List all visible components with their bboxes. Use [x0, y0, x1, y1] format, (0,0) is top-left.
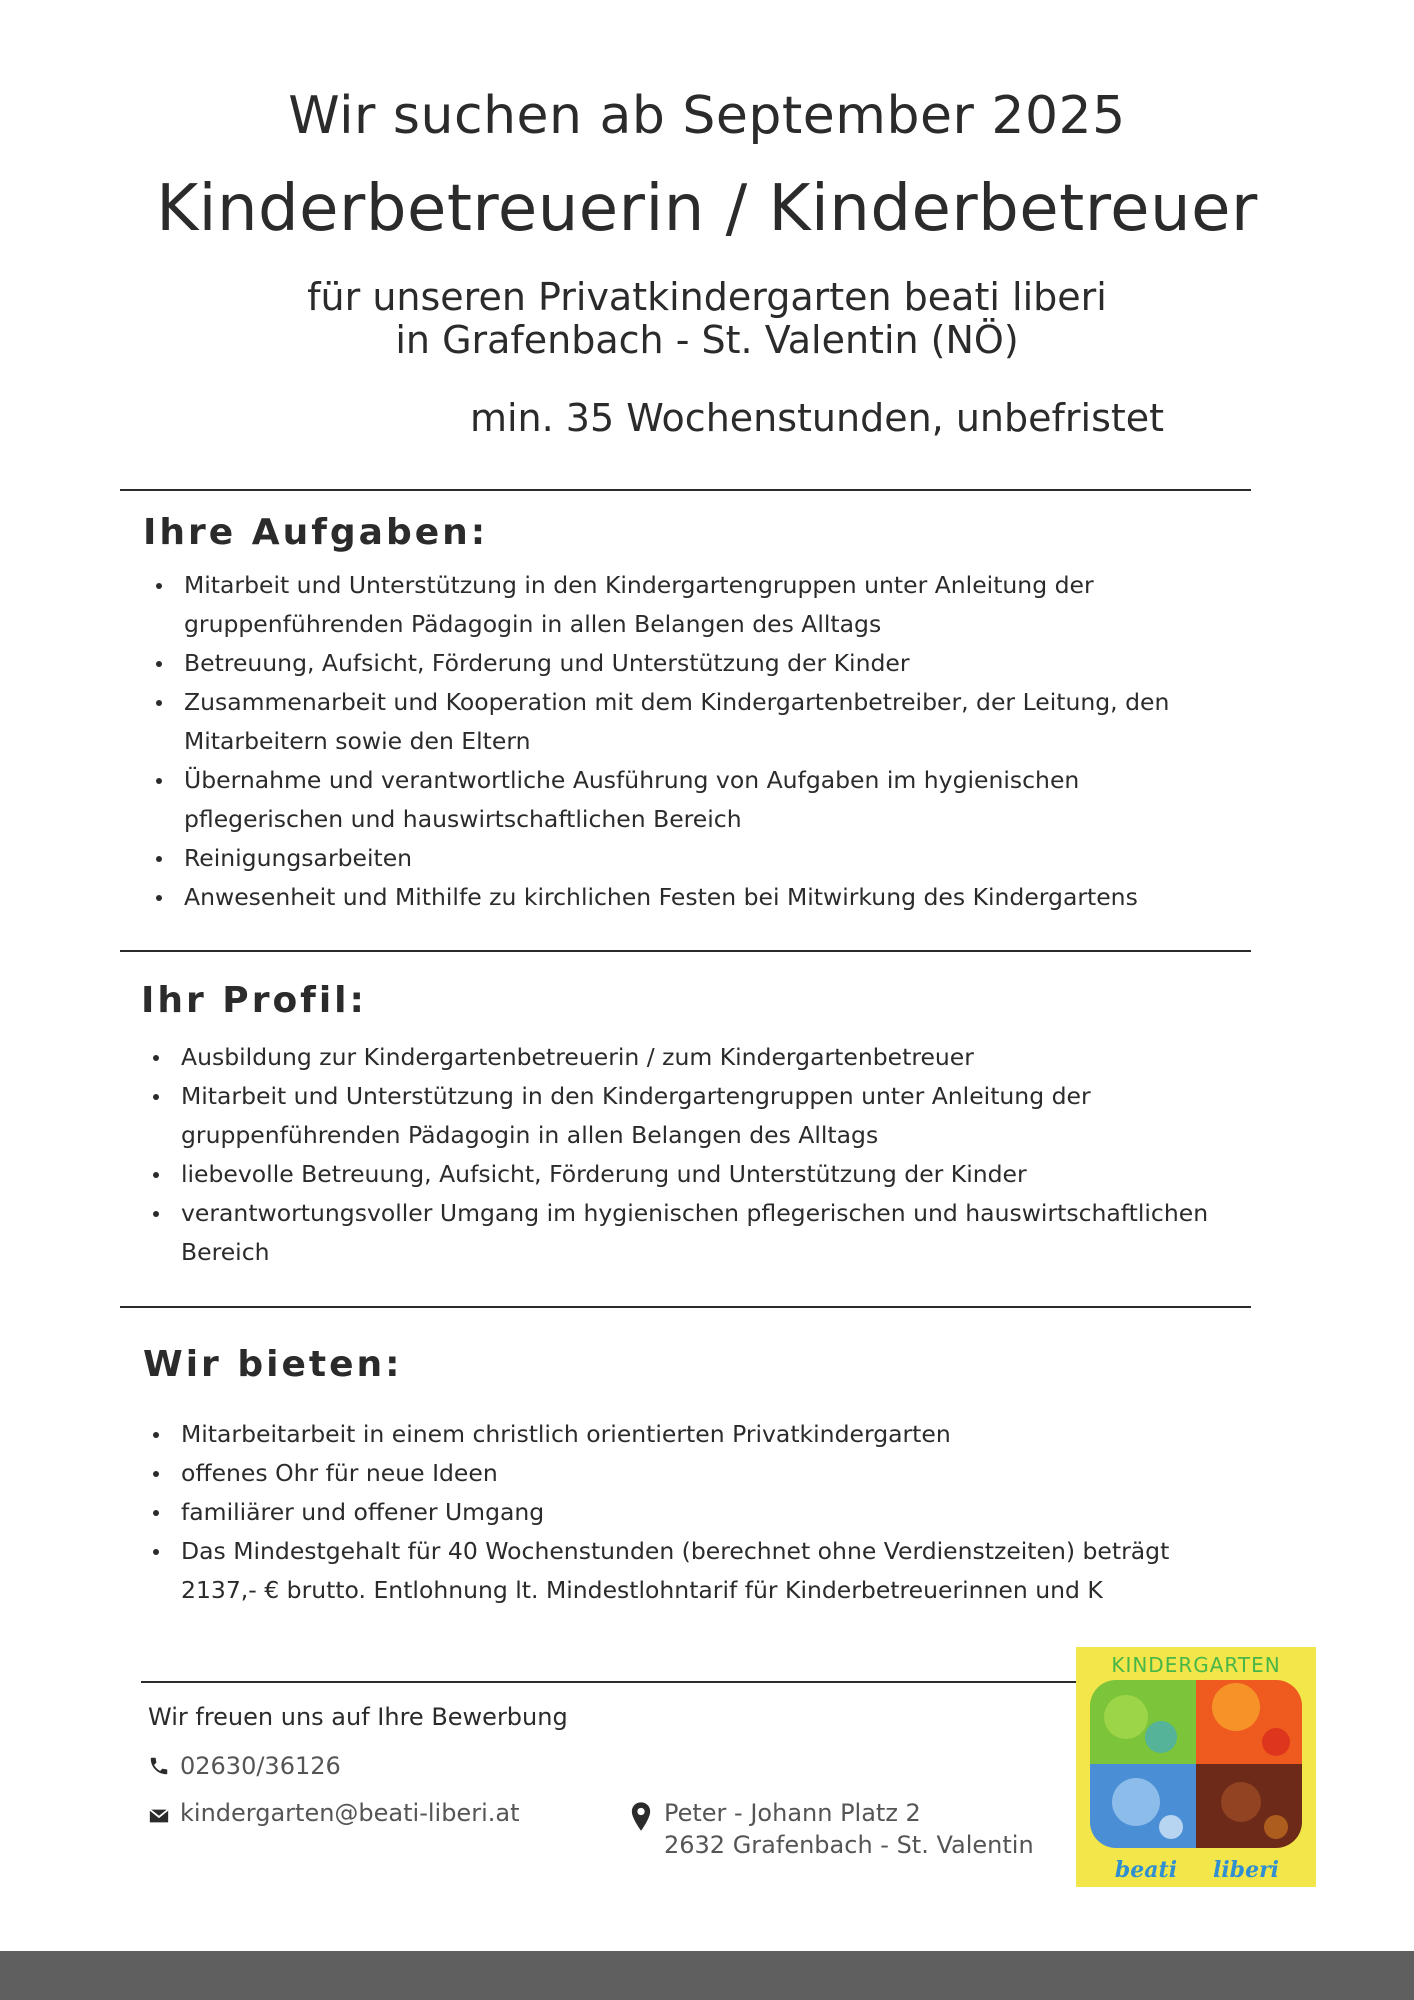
- list-item: familiärer und offener Umgang: [141, 1493, 1251, 1532]
- footer-bar: [0, 1951, 1414, 2000]
- divider: [120, 1306, 1251, 1308]
- list-item: liebevolle Betreuung, Aufsicht, Förderung und Unterstützung der Kinder: [141, 1155, 1281, 1194]
- address-line1: Peter - Johann Platz 2: [664, 1799, 921, 1827]
- list-item: Betreuung, Aufsicht, Förderung und Unterstützung der Kinder: [144, 644, 1224, 683]
- phone-number[interactable]: 02630/36126: [180, 1752, 341, 1780]
- contact-address: [630, 1797, 1034, 1861]
- list-item: Zusammenarbeit und Kooperation mit dem Kindergartenbetreiber, der Leitung, den Mitarbeitern sowie den Eltern: [144, 683, 1224, 761]
- mail-icon: [148, 1805, 170, 1827]
- profile-title: Ihr Profil:: [141, 980, 367, 1021]
- header-hours: min. 35 Wochenstunden, unbefristet: [469, 396, 1165, 440]
- list-item: verantwortungsvoller Umgang im hygienischen pflegerischen und hauswirtschaftlichen Bereich: [141, 1194, 1281, 1272]
- offer-title: Wir bieten:: [143, 1344, 403, 1385]
- header-place-line2: in Grafenbach - St. Valentin (NÖ): [395, 318, 1019, 362]
- address-line2: 2632 Grafenbach - St. Valentin: [664, 1831, 1034, 1859]
- divider: [120, 489, 1251, 491]
- list-item: Mitarbeit und Unterstützung in den Kindergartengruppen unter Anleitung der gruppenführenden Pädagogin in allen Belangen des Alltags: [144, 566, 1224, 644]
- page-title: Kinderbetreuerin / Kinderbetreuer: [156, 172, 1258, 246]
- list-item: Mitarbeit und Unterstützung in den Kindergartengruppen unter Anleitung der gruppenführenden Pädagogin in allen Belangen des Alltags: [141, 1077, 1281, 1155]
- kindergarten-logo: [1076, 1647, 1316, 1887]
- list-item: Anwesenheit und Mithilfe zu kirchlichen Festen bei Mitwirkung des Kindergartens: [144, 878, 1224, 917]
- contact-greeting: Wir freuen uns auf Ihre Bewerbung: [148, 1703, 568, 1731]
- list-item: Übernahme und verantwortliche Ausführung von Aufgaben im hygienischen pflegerischen und hauswirtschaftlichen Bereich: [144, 761, 1224, 839]
- contact-phone[interactable]: [148, 1752, 341, 1780]
- logo-bottom-right: liberi: [1212, 1857, 1280, 1883]
- header-subtitle: Wir suchen ab September 2025: [288, 86, 1126, 146]
- phone-icon: [148, 1755, 170, 1777]
- logo-bottom-left: beati: [1114, 1857, 1178, 1883]
- list-item: offenes Ohr für neue Ideen: [141, 1454, 1251, 1493]
- map-pin-icon: [630, 1801, 652, 1833]
- profile-list: [141, 1038, 1281, 1272]
- list-item: Ausbildung zur Kindergartenbetreuerin / zum Kindergartenbetreuer: [141, 1038, 1281, 1077]
- logo-painting: [1090, 1680, 1302, 1848]
- offer-list: [141, 1415, 1251, 1610]
- header-place-line1: für unseren Privatkindergarten beati liberi: [307, 275, 1107, 319]
- list-item: Das Mindestgehalt für 40 Wochenstunden (berechnet ohne Verdienstzeiten) beträgt 2137,- € brutto. Entlohnung lt. Mindestlohntarif für Kinderbetreuerinnen und K: [141, 1532, 1251, 1610]
- list-item: Reinigungsarbeiten: [144, 839, 1224, 878]
- address-block: [664, 1797, 1034, 1861]
- tasks-list: [144, 566, 1224, 917]
- logo-graphic: [1076, 1647, 1316, 1887]
- divider: [120, 950, 1251, 952]
- tasks-title: Ihre Aufgaben:: [143, 512, 489, 553]
- header-place: [0, 276, 1414, 362]
- contact-email[interactable]: [148, 1799, 519, 1827]
- divider: [141, 1681, 1076, 1683]
- list-item: Mitarbeitarbeit in einem christlich orientierten Privatkindergarten: [141, 1415, 1251, 1454]
- email-address[interactable]: kindergarten@beati-liberi.at: [180, 1799, 520, 1827]
- logo-top-text: KINDERGARTEN: [1111, 1653, 1281, 1677]
